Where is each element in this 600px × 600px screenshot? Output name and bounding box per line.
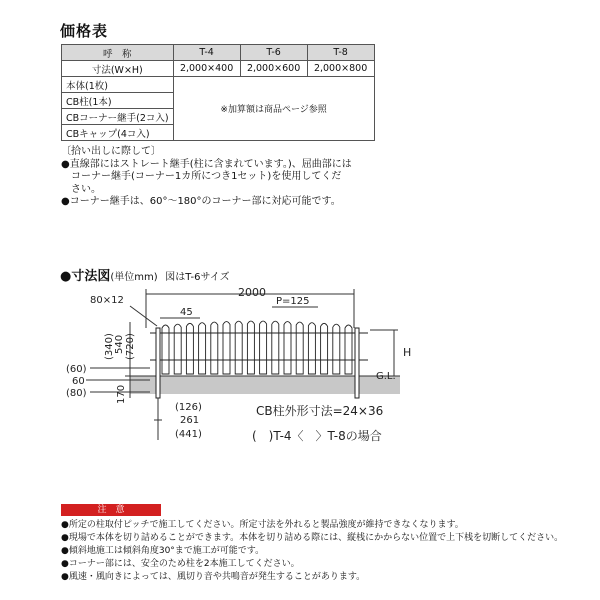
fence-picket — [199, 323, 206, 374]
caution-list — [61, 519, 563, 584]
note-line: ●直線部にはストレート継手(柱に含まれています。)、屈曲部には — [61, 158, 352, 170]
header-t6: T-6 — [240, 45, 307, 61]
width-label: 2000 — [238, 286, 266, 299]
h170-label: 170 — [116, 384, 127, 404]
fence-picket — [296, 322, 303, 374]
price-note: ※加算額は商品ページ参照 — [173, 77, 374, 141]
h340-label: (340) — [104, 333, 115, 360]
post-leader — [130, 306, 157, 326]
h80-label: (80) — [66, 388, 87, 399]
top-label: 45 — [180, 307, 193, 318]
post-size-label: 80×12 — [90, 295, 124, 306]
post-left — [156, 328, 160, 398]
caution-label: 注 意 — [61, 504, 161, 516]
note-line: コーナー継手(コーナー1カ所につき1セット)を使用してくだ — [71, 171, 342, 182]
price-table-title: 価格表 — [60, 22, 109, 40]
caution-item: ●現場で本体を切り詰めることができます。本体を切り詰める際には、縦桟にかからない位置で上下桟を切断してください。 — [61, 533, 564, 543]
notes-heading: 〔拾い出しに際して〕 — [61, 146, 161, 157]
caution-item: ●コーナー部には、安全のため柱を2本施工してください。 — [61, 559, 300, 569]
fence-picket — [321, 323, 328, 374]
fence-picket — [308, 323, 315, 374]
item-label: CB柱(1本) — [62, 93, 174, 109]
size-label: 寸法(W×H) — [62, 61, 174, 77]
d126-label: (126) — [175, 402, 202, 413]
pitch-label: P=125 — [276, 296, 310, 307]
dimension-size-note: 図はT-6サイズ — [165, 272, 230, 283]
h720-label: (720) — [125, 333, 136, 360]
size-t4: 2,000×400 — [173, 61, 240, 77]
fence-picket — [260, 321, 267, 374]
fence-picket — [186, 323, 193, 374]
fence-picket — [235, 321, 242, 374]
dimension-unit: (単位mm) — [110, 272, 158, 283]
d441-label: (441) — [175, 429, 202, 440]
item-label: CBキャップ(4コ入) — [62, 125, 174, 141]
caution-item: ●所定の柱取付ピッチで施工してください。所定寸法を外れると製品強度が維持できなくなります。 — [61, 520, 464, 530]
fence-picket — [284, 322, 291, 374]
header-t4: T-4 — [173, 45, 240, 61]
h60b-label: 60 — [72, 376, 85, 387]
size-t6: 2,000×600 — [240, 61, 307, 77]
size-t8: 2,000×800 — [307, 61, 374, 77]
h-label: H — [403, 346, 412, 359]
note-line: ●コーナー継手は、60°～180°のコーナー部に対応可能です。 — [61, 196, 341, 207]
legend-label: ( )T-4〈 〉T-8の場合 — [252, 429, 382, 443]
fence-picket — [272, 321, 279, 374]
cb-size-label: CB柱外形寸法=24×36 — [256, 404, 384, 418]
d261-label: 261 — [180, 415, 200, 426]
h60a-label: (60) — [66, 364, 87, 375]
item-label: CBコーナー継手(2コ入) — [62, 109, 174, 125]
caution-item: ●風速・風向きによっては、風切り音や共鳴音が発生することがあります。 — [61, 572, 366, 582]
fence-picket — [174, 324, 181, 374]
fence-picket — [223, 322, 230, 374]
fence-picket — [162, 325, 169, 374]
fence-picket — [211, 322, 218, 374]
dimension-title: ●寸法図 — [60, 269, 111, 284]
h540-label: 540 — [114, 334, 125, 354]
post-right — [355, 328, 359, 398]
header-name: 呼 称 — [62, 45, 174, 61]
caution-item: ●傾斜地施工は傾斜角度30°まで施工が可能です。 — [61, 546, 265, 556]
note-line: さい。 — [71, 183, 101, 195]
gl-label: G.L. — [376, 371, 396, 382]
fence-picket — [247, 321, 254, 374]
item-label: 本体(1枚) — [62, 77, 174, 93]
header-t8: T-8 — [307, 45, 374, 61]
fence-picket — [345, 325, 352, 374]
fence-picket — [333, 324, 340, 374]
fence-pickets — [162, 321, 352, 374]
